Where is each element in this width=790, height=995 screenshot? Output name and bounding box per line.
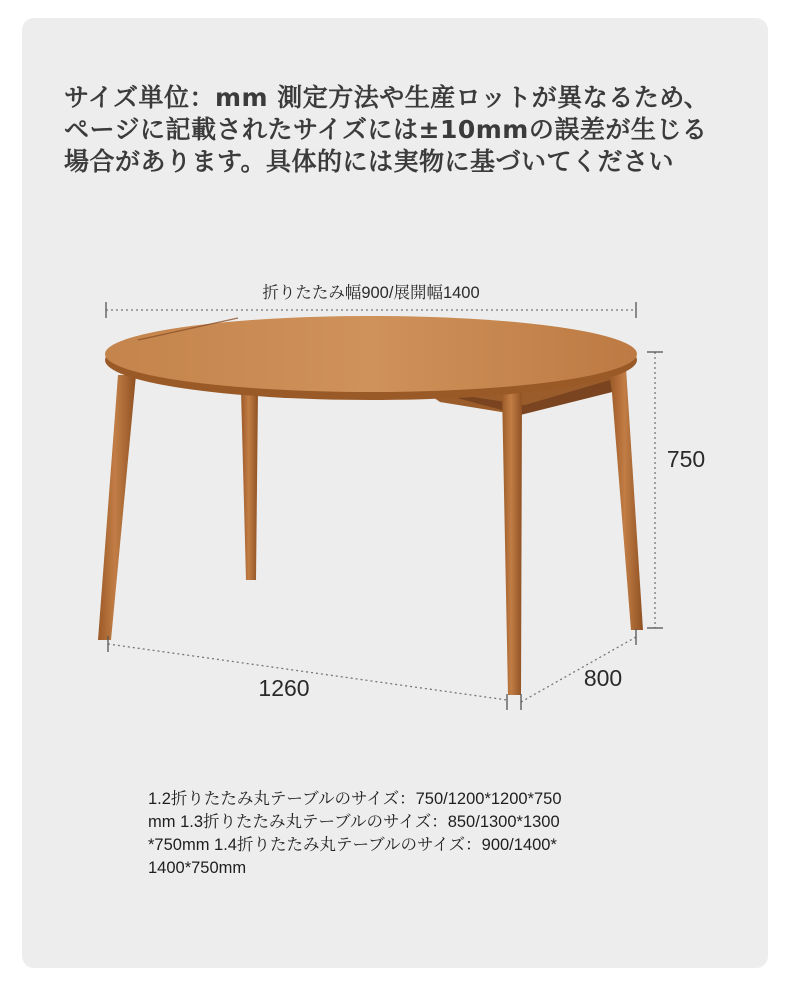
length-dimension	[108, 636, 507, 710]
height-dimension	[647, 352, 705, 628]
table-leg-back-left	[241, 390, 258, 580]
size-disclaimer: サイズ単位：mm 測定方法や生産ロットが異なるため、 ページに記載されたサイズには±10mmの誤差が生じる 場合があります。具体的には実物に基づいてください	[64, 83, 710, 176]
table-leg-back-right	[610, 368, 643, 630]
top-width-label: 折りたたみ幅900/展開幅1400	[262, 284, 480, 302]
table-leg-front-right	[502, 390, 522, 695]
length-label: 1260	[258, 675, 310, 701]
table-illustration	[98, 316, 643, 695]
table-leg-front-left	[98, 375, 136, 640]
height-label: 750	[666, 446, 706, 472]
depth-label: 800	[583, 665, 623, 691]
depth-dimension	[521, 629, 636, 710]
top-width-dimension	[106, 283, 636, 318]
table-top	[105, 316, 637, 392]
size-spec-list: 1.2折りたたみ丸テーブルのサイズ：750/1200*1200*750 mm 1.3折りたたみ丸テーブルのサイズ：850/1300*1300 *750mm 1.4折りたたみ丸テーブルのサイズ：900/1400* 1400*750mm	[148, 790, 562, 877]
